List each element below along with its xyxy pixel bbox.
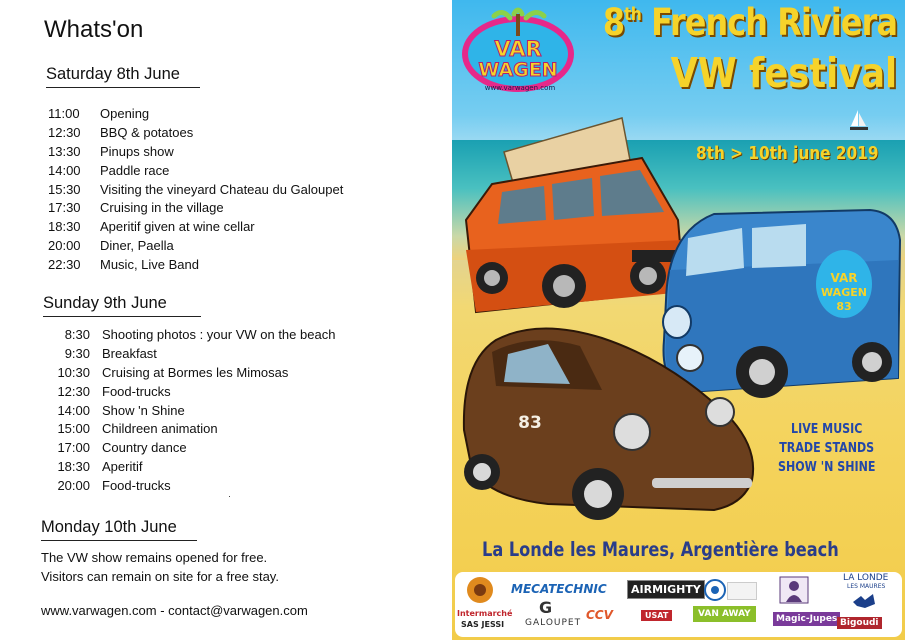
campsite-text-block <box>727 582 757 600</box>
schedule-time: 22:30 <box>48 257 81 273</box>
van-logo-wagen: WAGEN <box>821 286 867 299</box>
schedule-event: Cruising at Bormes les Mimosas <box>102 364 289 380</box>
title-sup: th <box>624 4 641 25</box>
stray-dot <box>229 496 230 497</box>
page-title: Whats'on <box>44 16 144 43</box>
schedule-row <box>48 143 343 162</box>
schedule-row <box>48 199 343 218</box>
schedule-time: 15:00 <box>57 421 90 437</box>
logo-wagen: WAGEN <box>478 59 558 81</box>
sponsor-lalonde-sub: LES MAURES <box>847 583 886 590</box>
schedule-row <box>48 124 343 143</box>
schedule-time: 20:00 <box>48 238 81 254</box>
beetle-number: 83 <box>518 413 542 433</box>
schedule-row <box>40 458 335 477</box>
schedule-event: Pinups show <box>100 143 174 159</box>
event-extras <box>778 420 875 477</box>
sponsor-usat: USAT <box>641 610 672 621</box>
schedule-time: 13:30 <box>48 143 81 159</box>
schedule-row <box>48 256 343 275</box>
sponsor-bigoudi: Bigoudi <box>837 617 882 629</box>
contact-line: www.varwagen.com - contact@varwagen.com <box>41 603 308 618</box>
orange-camper-van <box>466 118 684 312</box>
sponsor-magic-jupes: Magic-Jupes <box>773 612 840 626</box>
schedule-time: 11:00 <box>48 106 80 121</box>
festival-location: La Londe les Maures, Argentière beach <box>482 538 839 561</box>
schedule-row <box>48 105 343 124</box>
monday-note-2: Visitors can remain on site for a free stay. <box>41 569 279 584</box>
schedule-time: 8:30 <box>64 327 90 342</box>
title-number: 8 <box>602 1 625 44</box>
title-line2: VW festival <box>670 49 897 97</box>
schedule-row <box>48 218 343 237</box>
schedule-event: Country dance <box>102 440 187 456</box>
schedule-time: 17:00 <box>57 440 90 456</box>
magic-jupes-figure-icon <box>779 576 809 604</box>
campsite-logo-icon <box>703 578 727 602</box>
saturday-list <box>48 105 343 275</box>
schedule-event: Shooting photos : your VW on the beach <box>102 327 336 342</box>
schedule-event: BBQ & potatoes <box>100 124 194 140</box>
schedule-event: Show 'n Shine <box>102 402 185 418</box>
blue-panel-van <box>663 210 900 398</box>
schedule-row <box>40 402 335 421</box>
sponsor-mecatechnic: MECATECHNIC <box>511 582 607 596</box>
galoupet-mark-icon: G <box>539 598 553 617</box>
schedule-event: Aperitif given at wine cellar <box>100 219 255 235</box>
schedule-time: 12:30 <box>48 124 81 140</box>
sponsor-airmighty: AIRMIGHTY <box>627 580 705 599</box>
title-line1: French Riviera <box>651 1 897 44</box>
schedule-event: Food-trucks <box>102 478 171 494</box>
extra-show-n-shine: SHOW 'N SHINE <box>778 459 876 475</box>
logo-var: VAR <box>494 37 542 61</box>
poster-title <box>555 1 897 97</box>
schedule-event: Opening <box>100 106 150 121</box>
monday-heading: Monday 10th June <box>41 518 197 541</box>
logo-url: www.varwagen.com <box>484 84 556 92</box>
monday-note-1: The VW show remains opened for free. <box>41 550 268 565</box>
festival-dates: 8th > 10th june 2019 <box>696 143 879 164</box>
sponsor-lalonde: LA LONDE <box>843 573 889 583</box>
sponsor-vanaway: VAN AWAY <box>693 606 756 622</box>
van-logo-var: VAR <box>830 271 858 285</box>
schedule-row <box>48 181 343 200</box>
schedule-time: 20:00 <box>57 478 90 494</box>
schedule-row <box>40 477 335 496</box>
sponsor-sasjessi: SAS JESSI <box>461 620 505 629</box>
schedule-row <box>40 383 335 402</box>
schedule-time: 10:30 <box>57 364 90 380</box>
sponsor-ccv: CCV <box>586 608 613 622</box>
schedule-event: Childreen animation <box>102 421 218 437</box>
sunday-heading: Sunday 9th June <box>43 294 201 317</box>
schedule-time: 18:30 <box>48 219 81 235</box>
saturday-heading: Saturday 8th June <box>46 65 200 88</box>
schedule-event: Cruising in the village <box>100 200 224 216</box>
schedule-row <box>40 345 335 364</box>
schedule-event: Food-trucks <box>102 383 171 399</box>
extra-trade-stands: TRADE STANDS <box>779 440 875 456</box>
sponsor-galoupet: GALOUPET <box>525 618 582 628</box>
festival-poster <box>452 0 905 640</box>
schedule-time: 12:30 <box>57 383 90 399</box>
schedule-time: 18:30 <box>57 459 90 475</box>
lalonde-map-icon <box>851 592 877 610</box>
sunday-list <box>40 326 335 496</box>
program-panel <box>0 0 452 640</box>
schedule-row <box>40 364 335 383</box>
sponsor-intermarche: Intermarché <box>457 609 513 618</box>
schedule-row <box>40 439 335 458</box>
schedule-event: Breakfast <box>102 345 157 361</box>
sponsors-strip <box>455 572 902 637</box>
schedule-row <box>48 237 343 256</box>
schedule-time: 15:30 <box>48 181 81 197</box>
schedule-row <box>48 162 343 181</box>
schedule-time: 9:30 <box>64 345 90 361</box>
schedule-time: 14:00 <box>48 162 81 178</box>
schedule-row <box>40 326 335 345</box>
schedule-event: Aperitif <box>102 459 143 475</box>
schedule-row <box>40 420 335 439</box>
schedule-time: 17:30 <box>48 200 81 216</box>
schedule-event: Visiting the vineyard Chateau du Galoupet <box>100 181 344 197</box>
schedule-event: Music, Live Band <box>100 257 199 273</box>
intermarche-logo-icon <box>463 575 497 605</box>
schedule-time: 14:00 <box>57 402 90 418</box>
van-logo-83: 83 <box>836 300 852 313</box>
extra-live-music: LIVE MUSIC <box>791 421 863 437</box>
schedule-event: Paddle race <box>100 162 170 178</box>
schedule-event: Diner, Paella <box>100 238 174 254</box>
